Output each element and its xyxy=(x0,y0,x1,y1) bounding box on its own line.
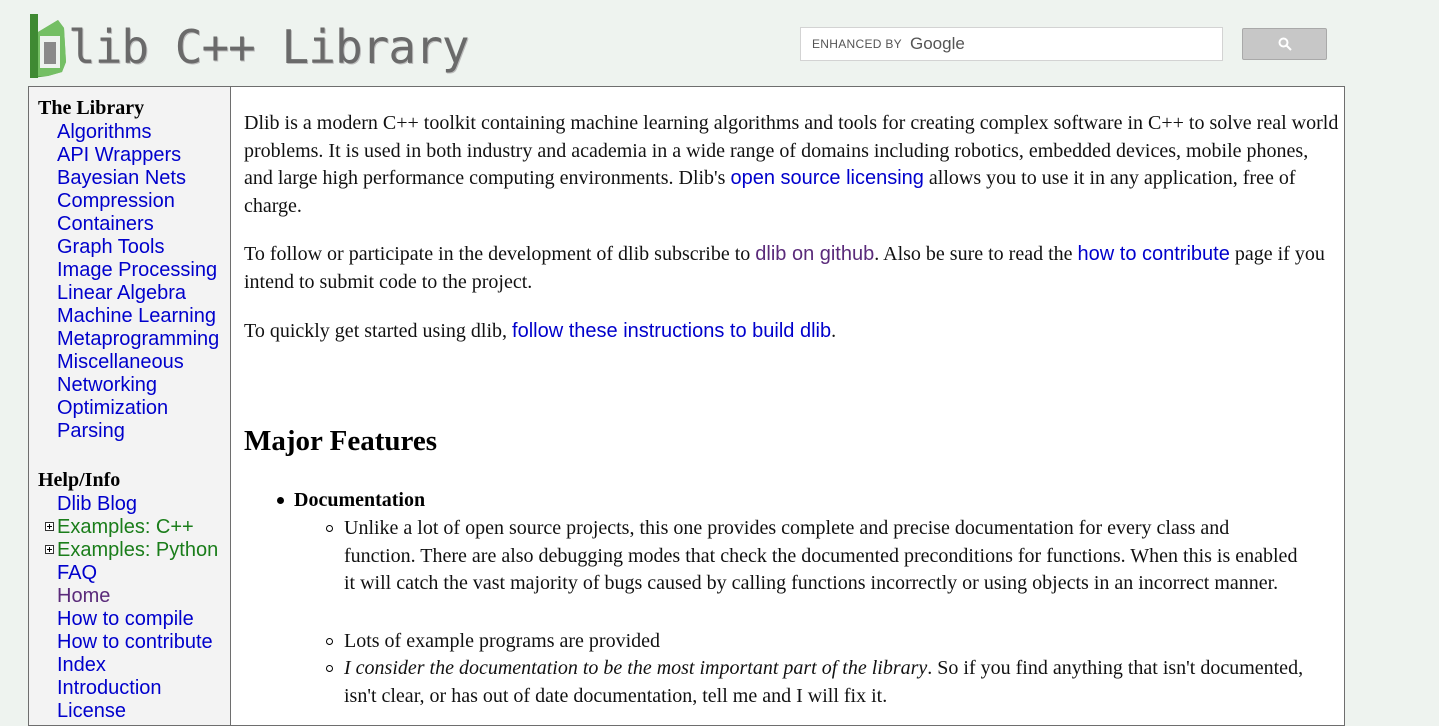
sidebar-link[interactable]: Metaprogramming xyxy=(57,328,220,350)
intro-text: Dlib is a modern C++ toolkit containing machine learning algorithms and tools for creating complex software in C++ to solve real world problems. It is used in both industry and academia in a wide range of domains including robotics, embedded devices, mobile phones, and large high performance computing environments. Dlib's xyxy=(244,112,1339,189)
intro-text-end: allows you to use it in any application, free of charge. xyxy=(244,167,1296,217)
sidebar-link[interactable]: Dlib Blog xyxy=(57,493,138,515)
quick-start-paragraph xyxy=(244,318,1339,346)
sidebar-title-library: The Library xyxy=(38,97,145,119)
sidebar-title-help: Help/Info xyxy=(38,469,121,491)
sidebar-link[interactable]: Containers xyxy=(57,213,154,235)
main-content xyxy=(230,86,1345,726)
sidebar-link[interactable]: Miscellaneous xyxy=(57,351,184,373)
sidebar-link[interactable]: Graph Tools xyxy=(57,236,165,258)
sidebar-link[interactable]: License xyxy=(57,700,126,722)
dlib-on-github-link[interactable]: dlib on github xyxy=(755,243,875,265)
sidebar-link[interactable]: Examples: C++ xyxy=(57,516,194,538)
sidebar-link[interactable]: Image Processing xyxy=(57,259,218,281)
search-icon xyxy=(1278,37,1292,51)
circle-bullet-icon xyxy=(326,665,333,672)
quick-text-end: . xyxy=(831,320,837,342)
feature-item: Lots of example programs are provided xyxy=(344,630,661,652)
feature-title-documentation: Documentation xyxy=(294,489,426,511)
search-button[interactable] xyxy=(1242,28,1327,60)
sidebar-link[interactable]: Index xyxy=(57,654,106,676)
search-box[interactable] xyxy=(800,27,1223,61)
sidebar-link[interactable]: Optimization xyxy=(57,397,169,419)
expand-icon[interactable] xyxy=(45,522,54,531)
sidebar-link[interactable]: How to compile xyxy=(57,608,194,630)
logo-text: lib C++ Library xyxy=(68,20,469,74)
dlib-logo-d-icon xyxy=(28,12,68,78)
intro-paragraph xyxy=(244,110,1339,220)
follow-text-middle: . Also be sure to read the xyxy=(874,243,1078,265)
sidebar-link[interactable]: Home xyxy=(57,585,111,607)
sidebar-link[interactable]: Bayesian Nets xyxy=(57,167,186,189)
sidebar-link[interactable]: Parsing xyxy=(57,420,125,442)
page-header xyxy=(0,0,1439,86)
sidebar-link[interactable]: Examples: Python xyxy=(57,539,219,561)
follow-text-end: page if you intend to submit code to the project. xyxy=(244,243,1325,293)
sidebar-link[interactable]: Linear Algebra xyxy=(57,282,186,304)
how-to-contribute-link[interactable]: how to contribute xyxy=(1077,243,1230,265)
feature-item-text: . So if you find anything that isn't documented, isn't clear, or has out of date documentation, tell me and I will fix it. xyxy=(344,657,1304,707)
expand-icon[interactable] xyxy=(45,545,54,554)
feature-item: Unlike a lot of open source projects, this one provides complete and precise documentation for every class and function. There are also debugging modes that check the documented preconditions for functions. When this is enabled it will catch the vast majority of bugs caused by calling functions incorrectly or using objects in an incorrect manner. xyxy=(344,517,1298,594)
follow-text: To follow or participate in the development of dlib subscribe to xyxy=(244,243,756,265)
dlib-logo[interactable] xyxy=(28,10,468,78)
sidebar-link[interactable]: How to contribute xyxy=(57,631,213,653)
feature-item xyxy=(344,655,1304,710)
sidebar-link[interactable]: Machine Learning xyxy=(57,305,216,327)
search-input[interactable] xyxy=(965,28,1222,60)
quick-text: To quickly get started using dlib, xyxy=(244,320,513,342)
sidebar-link[interactable]: Networking xyxy=(57,374,158,396)
feature-item-emphasis: I consider the documentation to be the most important part of the library xyxy=(344,657,928,679)
sidebar-link[interactable]: Compression xyxy=(57,190,175,212)
sidebar-link[interactable]: Algorithms xyxy=(57,121,152,143)
enhanced-by-label: ENHANCED BY xyxy=(812,37,902,51)
sidebar-link[interactable]: API Wrappers xyxy=(57,144,182,166)
sidebar-link[interactable]: Introduction xyxy=(57,677,162,699)
follow-paragraph xyxy=(244,241,1339,296)
circle-bullet-icon xyxy=(326,638,333,645)
sidebar-link[interactable]: FAQ xyxy=(57,562,98,584)
build-instructions-link[interactable]: follow these instructions to build dlib xyxy=(512,320,832,342)
bullet-icon xyxy=(277,497,284,504)
circle-bullet-icon xyxy=(326,525,333,532)
open-source-licensing-link[interactable]: open source licensing xyxy=(730,167,924,189)
major-features-heading: Major Features xyxy=(244,425,438,457)
google-label: Google xyxy=(909,34,965,53)
sidebar xyxy=(28,86,231,726)
